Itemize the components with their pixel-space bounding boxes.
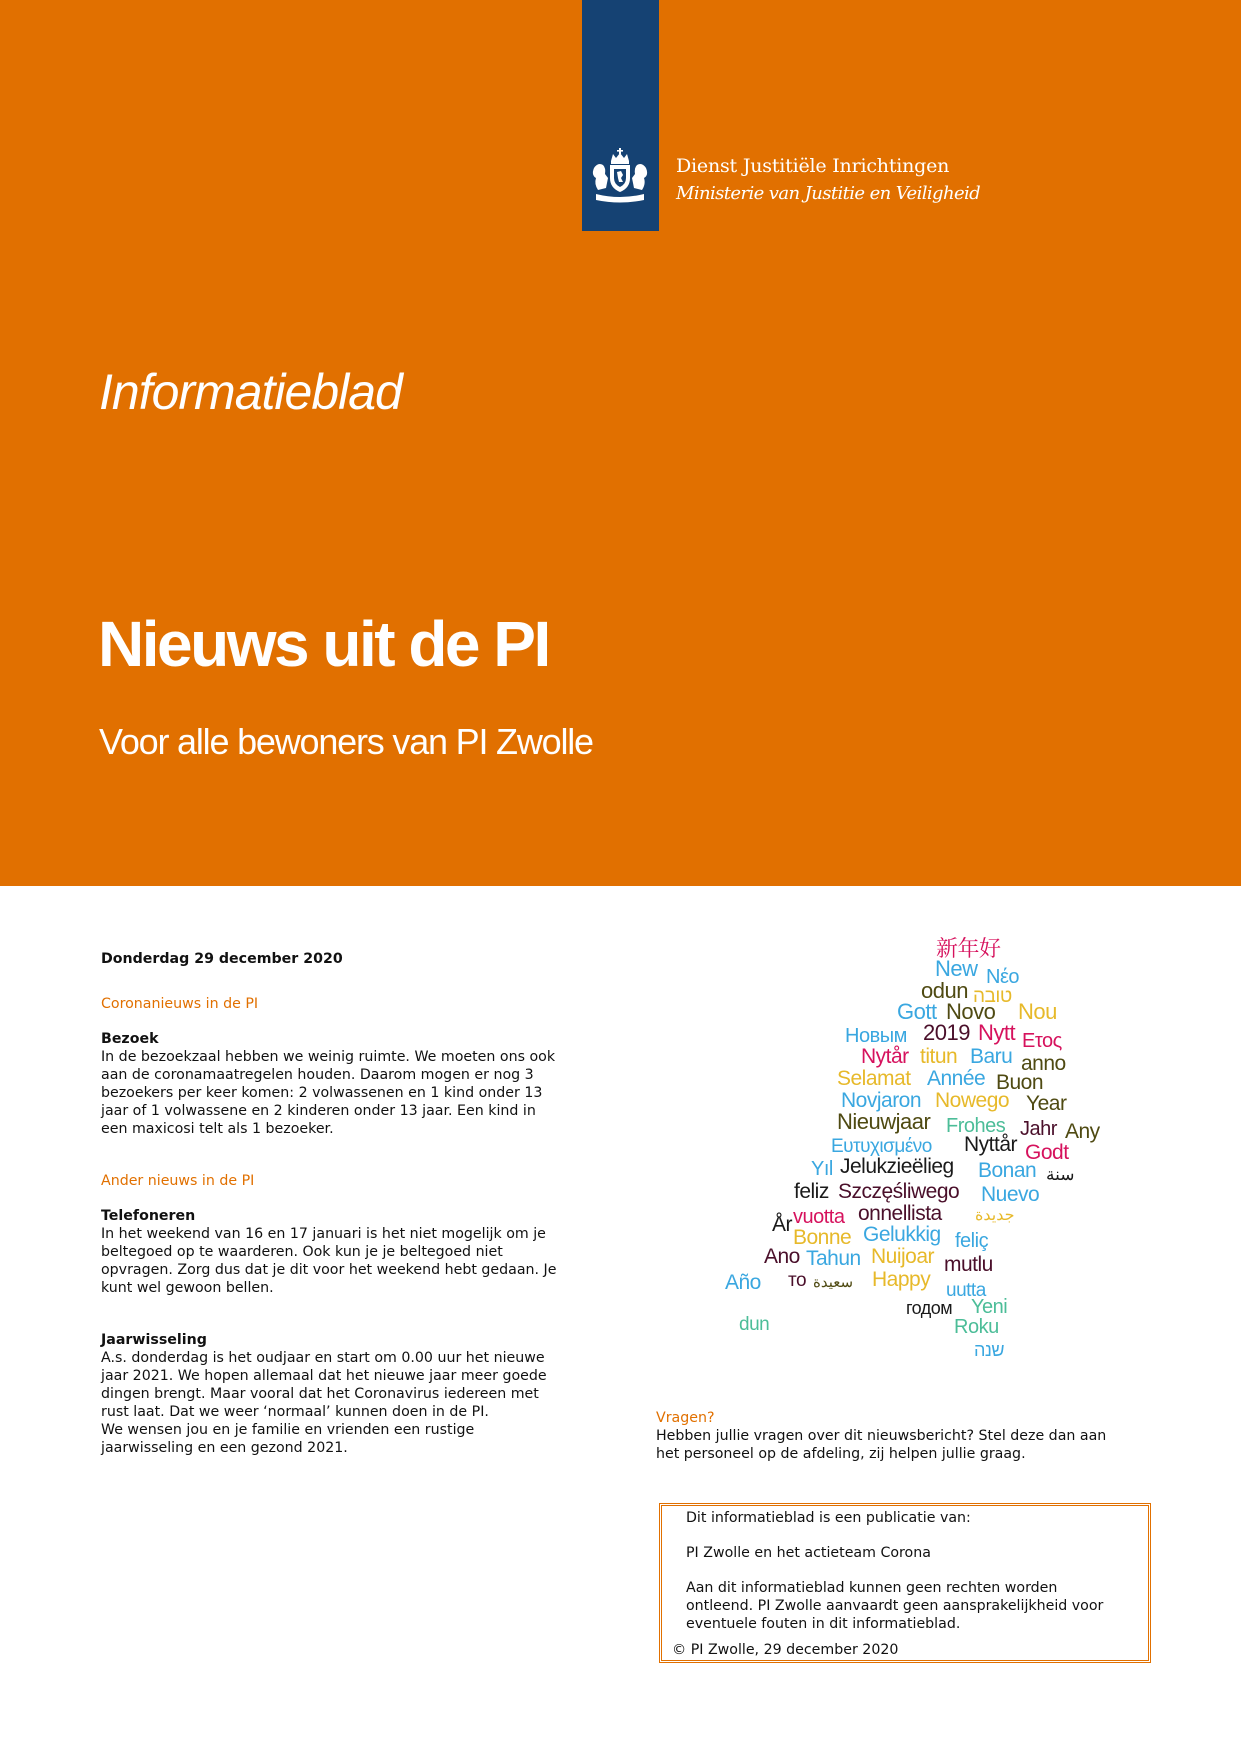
- article-line: jaar 2021. We hopen allemaal dat het nieuwe jaar meer goede: [101, 1368, 547, 1384]
- word-cloud-word: سنة: [1046, 1164, 1075, 1184]
- word-cloud-word: Ευτυχισμένο: [831, 1135, 932, 1157]
- word-cloud-word: Bonan: [978, 1159, 1037, 1183]
- article-line: een maxicosi telt als 1 bezoeker.: [101, 1121, 334, 1137]
- word-cloud-word: Ετος: [1022, 1030, 1062, 1052]
- word-cloud-word: feliz: [794, 1180, 829, 1204]
- page-subtitle: Voor alle bewoners van PI Zwolle: [99, 721, 593, 762]
- royal-coat-of-arms-icon: [588, 148, 652, 206]
- word-cloud-word: Happy: [872, 1268, 931, 1292]
- word-cloud-word: Año: [725, 1271, 761, 1295]
- word-cloud-word: Novo: [946, 999, 996, 1025]
- article-line: jaar of 1 volwassene en 2 kinderen onder 13 jaar. Een kind in: [101, 1103, 536, 1119]
- word-cloud-word: Any: [1065, 1120, 1100, 1144]
- article-telefoneren: [101, 1207, 581, 1297]
- article-line: bezoekers per keer komen: 2 volwassenen en 1 kind onder 13: [101, 1085, 543, 1101]
- word-cloud-word: Nuijoar: [871, 1245, 935, 1269]
- questions-heading: Vragen?: [656, 1410, 715, 1426]
- article-line: aan de coronamaatregelen houden. Daarom mogen er nog 3: [101, 1067, 534, 1083]
- article-line: In het weekend van 16 en 17 januari is het niet mogelijk om je: [101, 1226, 546, 1242]
- article-line: dingen brengt. Maar vooral dat het Coronavirus iedereen met: [101, 1386, 539, 1402]
- word-cloud-word: onnellista: [858, 1202, 942, 1226]
- word-cloud-word: titun: [920, 1045, 958, 1069]
- disclaimer-line: Aan dit informatieblad kunnen geen rechten worden: [686, 1580, 1058, 1596]
- rijksoverheid-logo-bar: [582, 0, 659, 231]
- colophon-box: [659, 1503, 1151, 1663]
- copyright: © PI Zwolle, 29 december 2020: [672, 1642, 899, 1658]
- word-cloud-word: Nytår: [861, 1045, 909, 1069]
- word-cloud-word: Νέο: [986, 966, 1019, 988]
- page-title: Nieuws uit de PI: [98, 608, 549, 680]
- word-cloud-word: Nuevo: [981, 1183, 1040, 1207]
- word-cloud-word: سعيدة: [813, 1274, 854, 1292]
- word-cloud-word: Ano: [764, 1245, 800, 1269]
- word-cloud-word: mutlu: [944, 1253, 993, 1277]
- word-cloud-word: År: [772, 1213, 792, 1237]
- word-cloud-word: Roku: [954, 1316, 999, 1338]
- article-bezoek: [101, 1030, 581, 1138]
- word-cloud-word: Baru: [970, 1045, 1013, 1069]
- word-cloud-word: Godt: [1025, 1141, 1069, 1165]
- article-line: kunt wel gewoon bellen.: [101, 1280, 274, 1296]
- disclaimer: [686, 1579, 1103, 1633]
- word-cloud-word: Novjaron: [841, 1089, 922, 1113]
- word-cloud-word: Gelukkig: [863, 1223, 941, 1247]
- publisher-name: PI Zwolle en het actieteam Corona: [686, 1545, 931, 1561]
- word-cloud-word: Year: [1026, 1092, 1067, 1116]
- word-cloud-word: dun: [739, 1313, 770, 1335]
- word-cloud-word: טובה: [973, 985, 1012, 1007]
- word-cloud-word: Jelukzieëlieg: [840, 1155, 954, 1179]
- article-line: We wensen jou en je familie en vrienden een rustige: [101, 1422, 475, 1438]
- article-line: beltegoed op te waarderen. Ook kun je je beltegoed niet: [101, 1244, 503, 1260]
- questions-line: Hebben jullie vragen over dit nieuwsbericht? Stel deze dan aan: [656, 1428, 1107, 1444]
- word-cloud-word: Jahr: [1020, 1118, 1057, 1140]
- disclaimer-line: eventuele fouten in dit informatieblad.: [686, 1616, 961, 1632]
- word-cloud-word: Frohes: [946, 1115, 1006, 1137]
- word-cloud-word: Yeni: [971, 1296, 1008, 1318]
- word-cloud-word: Nytt: [978, 1020, 1016, 1046]
- word-cloud-word: odun: [921, 978, 968, 1004]
- word-cloud-word: anno: [1021, 1052, 1066, 1076]
- section-heading-other-news: Ander nieuws in de PI: [101, 1173, 255, 1189]
- word-cloud-word: Bonne: [793, 1226, 852, 1250]
- section-heading-corona: Coronanieuws in de PI: [101, 996, 259, 1012]
- word-cloud-word: Новым: [845, 1025, 907, 1047]
- article-line: A.s. donderdag is het oudjaar en start om 0.00 uur het nieuwe: [101, 1350, 545, 1366]
- word-cloud-word: Nieuwjaar: [837, 1109, 931, 1135]
- word-cloud-word: 新年好: [936, 936, 1001, 962]
- article-line: In de bezoekzaal hebben we weinig ruimte. We moeten ons ook: [101, 1049, 556, 1065]
- word-cloud-word: Selamat: [837, 1067, 911, 1091]
- word-cloud-word: 2019: [923, 1020, 970, 1046]
- word-cloud-word: vuotta: [793, 1206, 845, 1228]
- article-line: opvragen. Zorg dus dat je dit voor het weekend hebt gedaan. Je: [101, 1262, 557, 1278]
- article-jaarwisseling: [101, 1331, 581, 1457]
- word-cloud-word: feliç: [955, 1230, 989, 1252]
- word-cloud-word: uutta: [946, 1279, 986, 1301]
- article-line: rust laat. Dat we weer ‘normaal’ kunnen doen in de PI.: [101, 1404, 489, 1420]
- organization-name: Dienst Justitiële Inrichtingen: [676, 155, 950, 177]
- issue-date: Donderdag 29 december 2020: [101, 951, 343, 967]
- document-type: Informatieblad: [99, 364, 402, 420]
- word-cloud-word: Gott: [897, 999, 937, 1025]
- questions-line: het personeel op de afdeling, zij helpen jullie graag.: [656, 1446, 1026, 1462]
- word-cloud-word: Année: [927, 1067, 986, 1091]
- article-title: Jaarwisseling: [101, 1332, 207, 1348]
- ministry-name: Ministerie van Justitie en Veiligheid: [676, 183, 981, 204]
- word-cloud-word: Nou: [1018, 999, 1057, 1025]
- article-title: Telefoneren: [101, 1208, 196, 1224]
- word-cloud-word: New: [935, 956, 978, 982]
- word-cloud-word: Nyttår: [964, 1133, 1018, 1157]
- word-cloud-word: Yıl: [811, 1158, 833, 1180]
- word-cloud-word: годом: [906, 1297, 953, 1318]
- word-cloud-word: שנה: [974, 1339, 1005, 1360]
- word-cloud-word: Szczęśliwego: [838, 1180, 960, 1204]
- questions-block: [656, 1409, 1106, 1463]
- word-cloud-word: جديدة: [975, 1207, 1015, 1225]
- publisher-intro: Dit informatieblad is een publicatie van:: [686, 1510, 971, 1526]
- word-cloud-word: то: [788, 1269, 807, 1291]
- word-cloud-word: Nowego: [935, 1089, 1010, 1113]
- disclaimer-line: ontleend. PI Zwolle aanvaardt geen aansprakelijkheid voor: [686, 1598, 1104, 1614]
- word-cloud-word: Buon: [996, 1071, 1044, 1095]
- article-title: Bezoek: [101, 1031, 159, 1047]
- word-cloud-word: Tahun: [806, 1247, 861, 1271]
- article-line: jaarwisseling en een gezond 2021.: [101, 1440, 348, 1456]
